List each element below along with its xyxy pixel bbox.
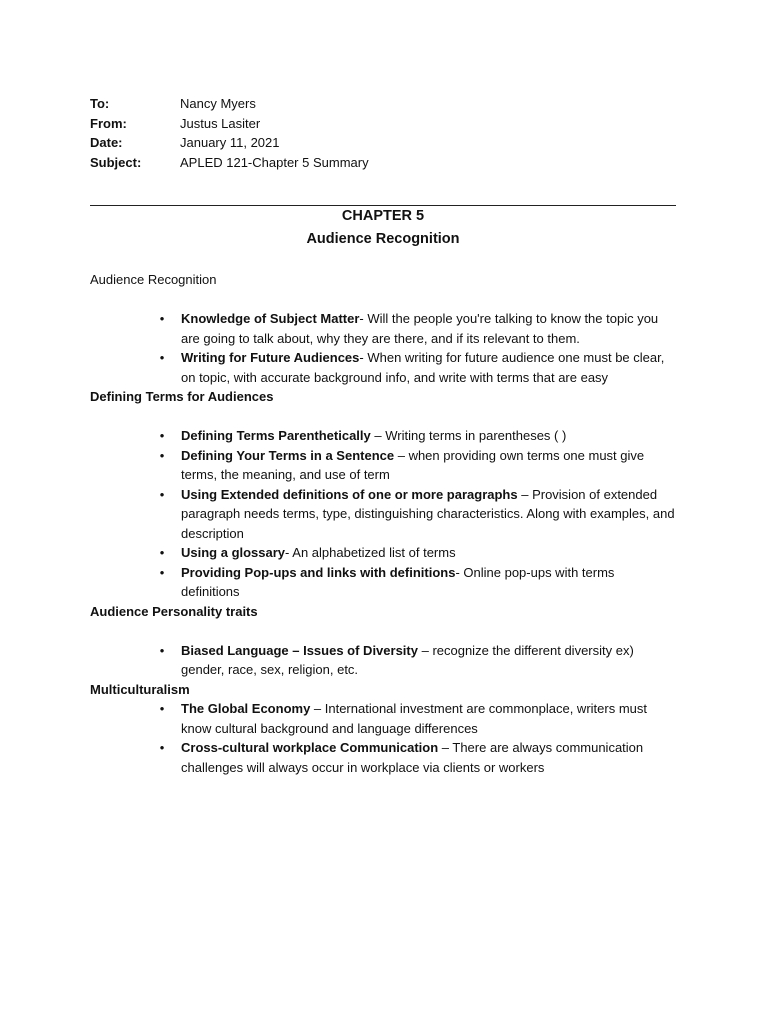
chapter-title: Audience Recognition [306,231,460,247]
list-item-term: Defining Your Terms in a Sentence [181,447,395,463]
list-item-term: Using Extended definitions of one or more paragraphs [181,486,518,502]
list-item [90,485,676,544]
list-item-desc: – when providing own terms one must give terms, the meaning, and use of term [181,447,645,482]
document-body [90,270,680,777]
memo-from-row [90,114,369,134]
list-item-term: Cross-cultural workplace Communication [181,740,439,755]
bullet-list [90,309,680,387]
bullet-icon: • [159,428,165,443]
bullet-icon: • [159,642,165,658]
bullet-icon: • [159,311,165,326]
list-item-term: Using a glossary [181,545,286,560]
memo-subject-label: Subject: [90,154,142,170]
list-item-desc: – recognize the different diversity ex) gender, race, sex, religion, etc. [181,642,634,677]
bullet-icon: • [159,564,165,580]
memo-from-value: Justus Lasiter [180,115,261,131]
list-item [90,543,676,563]
list-item-term: Defining Terms Parenthetically [181,428,371,443]
list-item-desc: - Will the people you're talking to know the topic you are going to talk about, why they are there, and if its relevant to them. [181,311,659,346]
memo-from-label: From: [90,115,127,131]
section-heading-multiculturalism: Multiculturalism [90,681,190,697]
bullet-icon: • [159,447,165,463]
memo-date-label: Date: [90,135,123,150]
list-item-term: Knowledge of Subject Matter [181,311,360,326]
bullet-list [90,426,680,602]
chapter-heading: CHAPTER 5 [341,208,425,224]
list-item [90,426,676,446]
section-heading-audience-recognition: Audience Recognition [90,272,217,287]
memo-date-value: January 11, 2021 [180,135,280,150]
list-item-desc: - An alphabetized list of terms [285,545,456,560]
bullet-list [90,699,680,777]
section-heading-defining-terms: Defining Terms for Audiences [90,389,274,404]
list-item-desc: - When writing for future audience one must be clear, on topic, with accurate background info, and write with terms that are easy [181,350,665,385]
memo-to-row [90,94,369,114]
list-item-desc: – There are always communication challenges will always occur in workplace via clients or workers [181,740,644,775]
list-item [90,309,676,348]
horizontal-rule [90,205,676,206]
list-item [90,641,676,680]
memo-to-label: To: [90,96,110,111]
section-heading-personality-traits: Audience Personality traits [90,603,258,619]
list-item-term: Biased Language – Issues of Diversity [181,642,418,658]
memo-to-value: Nancy Myers [180,96,256,111]
list-item-term: Providing Pop-ups and links with definitions [181,564,456,580]
bullet-icon: • [159,486,165,502]
bullet-icon: • [159,740,165,755]
bullet-icon: • [159,545,165,560]
list-item [90,446,676,485]
list-item-desc: – International investment are commonplace, writers must know cultural background and language differences [181,701,647,736]
list-item [90,348,676,387]
memo-header [90,94,369,172]
list-item-term: Writing for Future Audiences [181,350,360,365]
list-item-desc: – Writing terms in parentheses ( ) [370,428,567,443]
bullet-list [90,641,680,680]
memo-subject-value: APLED 121-Chapter 5 Summary [180,154,369,170]
list-item [90,563,676,602]
list-item-term: The Global Economy [181,701,311,716]
list-item-desc: – Provision of extended paragraph needs terms, type, distinguishing characteristics. Along with examples, and description [181,486,675,541]
memo-subject-row [90,153,369,173]
memo-date-row [90,133,369,153]
list-item [90,699,676,738]
bullet-icon: • [159,701,165,716]
list-item-desc: - Online pop-ups with terms definitions [181,564,615,599]
bullet-icon: • [159,350,165,365]
list-item [90,738,676,777]
